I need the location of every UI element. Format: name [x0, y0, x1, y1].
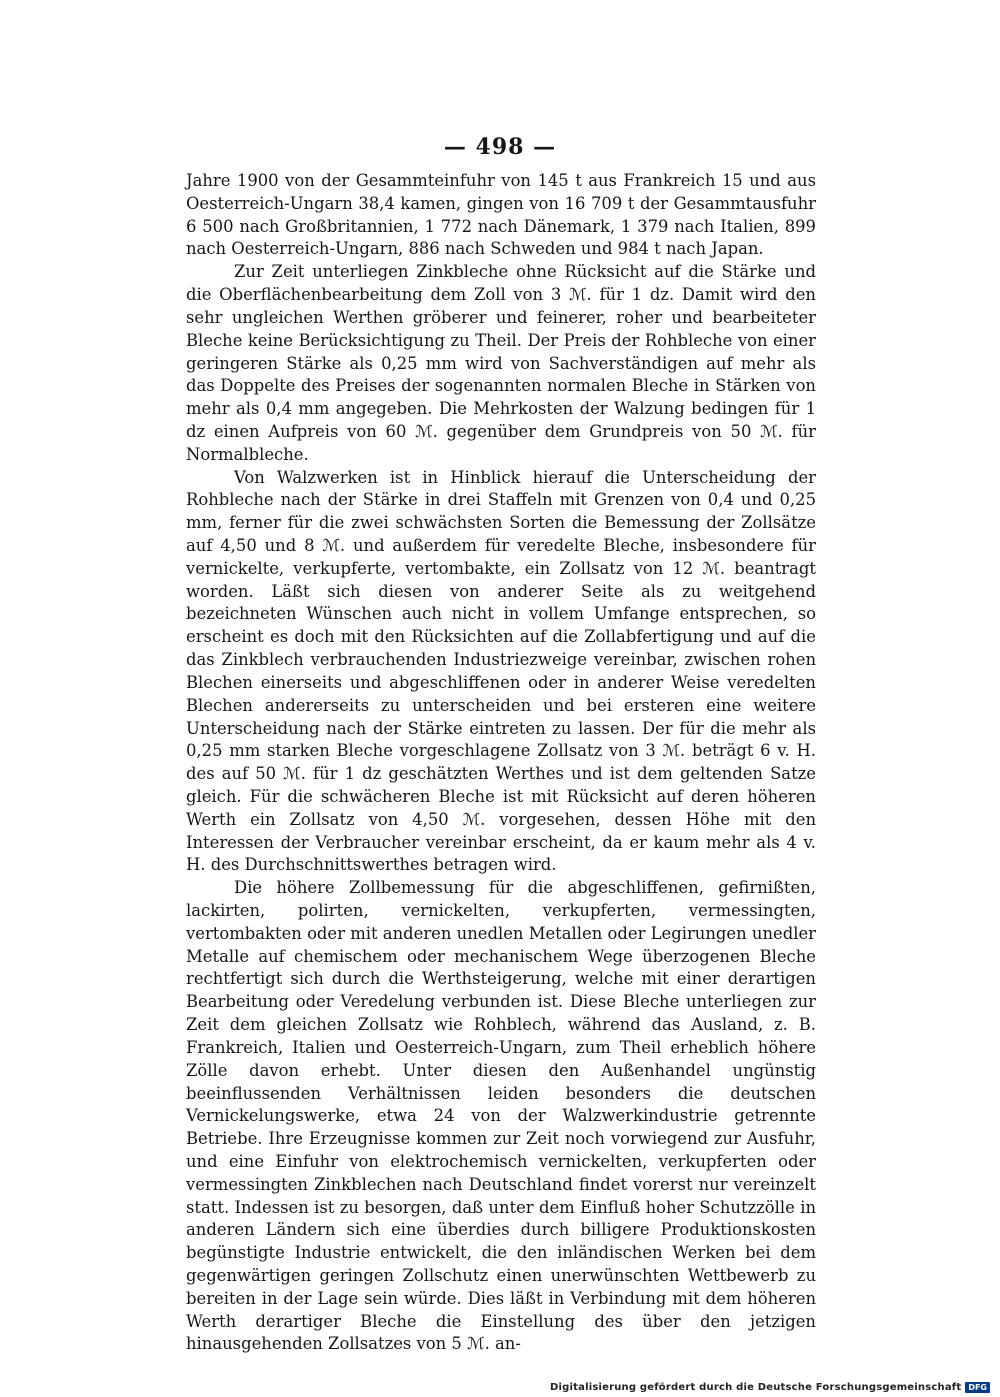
body-text — [186, 170, 816, 1356]
paragraph-2: Zur Zeit unterliegen Zinkbleche ohne Rücksicht auf die Stärke und die Oberflächenbearbeitung dem Zoll von 3 ℳ. für 1 dz. Damit wird den sehr ungleichen Werthen gröberer und feinerer, roher und bearbeiteter Bleche keine Berücksichtigung zu Theil. Der Preis der Rohbleche von einer geringeren Stärke als 0,25 mm wird von Sachverständigen auf mehr als das Doppelte des Preises der sogenannten normalen Bleche in Stärken von mehr als 0,4 mm angegeben. Die Mehrkosten der Walzung bedingen für 1 dz einen Aufpreis von 60 ℳ. gegenüber dem Grundpreis von 50 ℳ. für Normalbleche. — [186, 262, 816, 464]
paragraph-4: Die höhere Zollbemessung für die abgeschliffenen, gefirnißten, lackirten, polirten, vernickelten, verkupferten, vermessingten, vertombakten oder mit anderen unedlen Metallen oder Legirungen unedler Metalle auf chemischem oder mechanischem Wege überzogenen Bleche rechtfertigt sich durch die Werthsteigerung, welche mit einer derartigen Bearbeitung oder Veredelung verbunden ist. Diese Bleche unterliegen zur Zeit dem gleichen Zollsatz wie Rohblech, während das Ausland, z. B. Frankreich, Italien und Oesterreich-Ungarn, zum Theil erheblich höhere Zölle davon erhebt. Unter diesen den Außenhandel ungünstig beeinflussenden Verhältnissen leiden besonders die deutschen Vernickelungswerke, etwa 24 von der Walzwerkindustrie getrennte Betriebe. Ihre Erzeugnisse kommen zur Zeit noch vorwiegend zur Ausfuhr, und eine Einfuhr von elektrochemisch vernickelten, verkupferten oder vermessingten Zinkblechen nach Deutschland findet vorerst nur vereinzelt statt. Indessen ist zu besorgen, daß unter dem Einfluß hoher Schutzzölle in anderen Ländern sich eine überdies durch billigere Produktionskosten begünstigte Industrie entwickelt, die den inländischen Werken bei dem gegenwärtigen geringen Zollschutz einen unerwünschten Wettbewerb zu bereiten in der Lage sein würde. Dies läßt in Verbindung mit dem höheren Werth derartiger Bleche die Einstellung des über den jetzigen hinausgehenden Zollsatzes von 5 ℳ. an- — [186, 878, 816, 1354]
paragraph-1: Jahre 1900 von der Gesammteinfuhr von 145 t aus Frankreich 15 und aus Oesterreich-Ungarn 38,4 kamen, gingen von 16 709 t der Gesammtausfuhr 6 500 nach Großbritannien, 1 772 nach Dänemark, 1 379 nach Italien, 899 nach Oesterreich-Ungarn, 886 nach Schweden und 984 t nach Japan. — [186, 171, 816, 259]
paragraph-3: Von Walzwerken ist in Hinblick hierauf die Unterscheidung der Rohbleche nach der Stärke in drei Staffeln mit Grenzen von 0,4 und 0,25 mm, ferner für die zwei schwächsten Sorten die Bemessung der Zollsätze auf 4,50 und 8 ℳ. und außerdem für veredelte Bleche, insbesondere für vernickelte, verkupferte, vertombakte, ein Zollsatz von 12 ℳ. beantragt worden. Läßt sich diesen von anderer Seite als zu weitgehend bezeichneten Wünschen auch nicht in vollem Umfange entsprechen, so erscheint es doch mit den Rücksichten auf die Zollabfertigung und auf die das Zinkblech verbrauchenden Industriezweige vereinbar, zwischen rohen Blechen einerseits und abgeschliffenen oder in anderer Weise veredelten Blechen andererseits zu unterscheiden und bei ersteren eine weitere Unterscheidung nach der Stärke eintreten zu lassen. Der für die mehr als 0,25 mm starken Bleche vorgeschlagene Zollsatz von 3 ℳ. beträgt 6 v. H. des auf 50 ℳ. für 1 dz geschätzten Werthes und ist dem geltenden Satze gleich. Für die schwächeren Bleche ist mit Rücksicht auf deren höheren Werth ein Zollsatz von 4,50 ℳ. vorgesehen, dessen Höhe mit den Interessen der Verbraucher vereinbar erscheint, da er kaum mehr als 4 v. H. des Durchschnittswerthes betragen wird. — [186, 467, 816, 875]
digitization-credit: Digitalisierung gefördert durch die Deutsche Forschungsgemeinschaft — [550, 1382, 962, 1393]
dfg-logo-icon: DFG — [965, 1382, 990, 1393]
footer — [550, 1382, 990, 1393]
page-number: — 498 — — [443, 134, 557, 160]
